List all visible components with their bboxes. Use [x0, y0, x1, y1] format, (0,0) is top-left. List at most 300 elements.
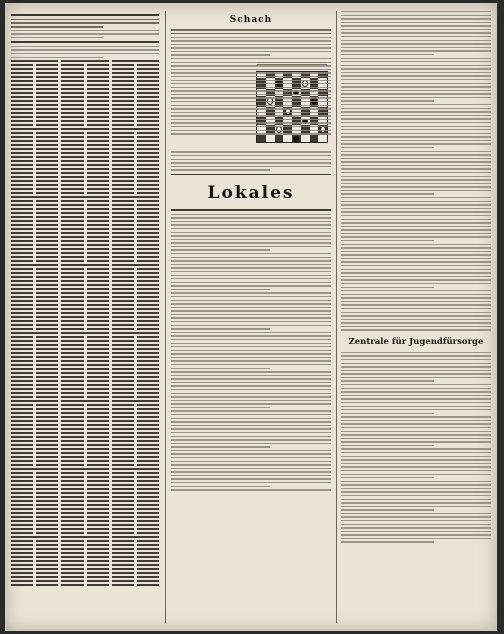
newspaper-page — [5, 3, 497, 631]
text-line — [341, 352, 491, 353]
text-line — [341, 43, 491, 44]
text-line — [171, 224, 331, 225]
rule-line — [11, 14, 159, 16]
text-line — [341, 448, 491, 449]
text-line — [171, 321, 331, 322]
text-line — [341, 133, 491, 134]
text-line — [341, 466, 491, 467]
number-row — [11, 156, 159, 158]
text-line — [171, 69, 331, 70]
chess-square — [292, 135, 301, 142]
text-line — [341, 516, 491, 517]
text-line — [341, 97, 491, 98]
text-line — [341, 395, 491, 396]
number-row — [11, 308, 159, 310]
number-row — [11, 456, 159, 458]
text-line — [171, 112, 331, 113]
text-line — [341, 186, 491, 187]
text-line — [341, 197, 491, 198]
number-row — [11, 328, 159, 330]
text-line — [171, 232, 331, 233]
text-line — [341, 287, 434, 288]
text-line — [341, 47, 491, 48]
text-line — [171, 414, 331, 415]
number-row — [11, 508, 159, 510]
text-line — [341, 502, 491, 503]
text-line — [341, 208, 491, 209]
text-line — [341, 211, 491, 212]
column-left — [11, 11, 159, 623]
number-row — [11, 516, 159, 518]
text-line — [341, 366, 491, 367]
text-line — [341, 513, 491, 514]
column-middle — [171, 11, 331, 623]
section-heading-schach: Schach — [229, 15, 273, 25]
text-line — [341, 470, 491, 471]
text-line — [341, 499, 491, 500]
text-line — [341, 258, 491, 259]
text-line — [171, 464, 331, 465]
number-row — [11, 476, 159, 478]
text-line — [341, 315, 491, 316]
number-row — [11, 200, 159, 202]
text-line — [341, 165, 491, 166]
number-row — [11, 248, 159, 250]
number-row — [11, 372, 159, 374]
text-line — [171, 65, 331, 66]
text-line — [341, 463, 491, 464]
number-row — [11, 264, 159, 266]
text-line — [341, 75, 491, 76]
text-line — [341, 388, 491, 389]
number-row — [11, 212, 159, 214]
number-row — [11, 460, 159, 462]
text-line — [341, 219, 491, 220]
text-line — [341, 168, 491, 169]
number-row — [11, 436, 159, 438]
text-line — [171, 339, 331, 340]
text-line — [341, 104, 491, 105]
number-row — [11, 424, 159, 426]
text-line — [171, 461, 331, 462]
text-line — [171, 282, 331, 283]
number-row — [11, 120, 159, 122]
text-line — [341, 445, 434, 446]
number-row — [11, 88, 159, 90]
chess-notes-text — [171, 151, 331, 170]
number-row — [11, 380, 159, 382]
number-row — [11, 272, 159, 274]
text-line — [341, 398, 491, 399]
text-line — [171, 289, 270, 290]
text-line — [171, 486, 270, 487]
text-line — [171, 72, 331, 73]
number-row — [11, 180, 159, 182]
text-line — [171, 428, 331, 429]
text-line — [341, 158, 491, 159]
text-line — [341, 491, 491, 492]
text-line — [341, 297, 491, 298]
number-row — [11, 208, 159, 210]
number-row — [11, 192, 159, 194]
column-divider — [336, 11, 337, 623]
number-row — [11, 340, 159, 342]
chess-square — [318, 135, 327, 142]
text-line — [341, 541, 434, 542]
number-row — [11, 64, 159, 66]
number-row — [11, 532, 159, 534]
number-row — [11, 500, 159, 502]
number-row — [11, 80, 159, 82]
rule-line — [171, 174, 331, 176]
text-line — [341, 319, 491, 320]
text-line — [341, 236, 491, 237]
text-line — [171, 271, 331, 272]
lottery-header-text — [11, 19, 159, 39]
number-row — [11, 220, 159, 222]
section-heading-lokales: Lokales — [207, 183, 295, 204]
local-news-text — [171, 214, 331, 491]
text-line — [171, 310, 331, 311]
text-line — [341, 90, 491, 91]
text-line — [341, 380, 434, 381]
text-line — [171, 450, 331, 451]
text-line — [341, 18, 491, 19]
number-row — [11, 348, 159, 350]
number-row — [11, 276, 159, 278]
text-line — [341, 172, 491, 173]
text-line — [341, 524, 491, 525]
text-line — [341, 441, 491, 442]
number-row — [11, 584, 159, 586]
text-line — [171, 62, 331, 63]
text-line — [171, 90, 331, 91]
number-row — [11, 72, 159, 74]
text-line — [171, 396, 331, 397]
number-row — [11, 404, 159, 406]
text-line — [171, 436, 331, 437]
text-line — [341, 416, 491, 417]
text-line — [171, 260, 331, 261]
text-line — [171, 432, 331, 433]
number-row — [11, 428, 159, 430]
number-row — [11, 396, 159, 398]
number-row — [11, 300, 159, 302]
text-line — [341, 312, 491, 313]
text-line — [341, 373, 491, 374]
text-line — [171, 257, 331, 258]
text-line — [171, 133, 331, 134]
number-row — [11, 68, 159, 70]
text-line — [341, 251, 491, 252]
text-line — [341, 40, 491, 41]
text-line — [171, 94, 331, 95]
text-line — [341, 459, 491, 460]
text-line — [171, 275, 331, 276]
text-line — [171, 76, 331, 77]
text-line — [171, 446, 270, 447]
text-line — [341, 147, 434, 148]
text-line — [171, 221, 331, 222]
number-row — [11, 292, 159, 294]
text-line — [171, 300, 331, 301]
number-row — [11, 360, 159, 362]
text-line — [341, 247, 491, 248]
number-row — [11, 524, 159, 526]
number-row — [11, 352, 159, 354]
number-row — [11, 452, 159, 454]
text-line — [341, 406, 491, 407]
number-row — [11, 108, 159, 110]
number-row — [11, 488, 159, 490]
text-line — [341, 427, 491, 428]
text-line — [341, 183, 491, 184]
number-row — [11, 168, 159, 170]
lottery-number-list — [11, 60, 159, 586]
text-line — [341, 269, 491, 270]
number-row — [11, 332, 159, 334]
text-line — [341, 244, 491, 245]
text-line — [341, 136, 491, 137]
text-line — [341, 115, 491, 116]
number-row — [11, 148, 159, 150]
text-line — [341, 377, 491, 378]
number-row — [11, 160, 159, 162]
text-line — [341, 294, 491, 295]
number-row — [11, 268, 159, 270]
number-row — [11, 416, 159, 418]
text-line — [341, 201, 491, 202]
number-row — [11, 284, 159, 286]
number-row — [11, 152, 159, 154]
text-line — [341, 538, 491, 539]
text-line — [171, 264, 331, 265]
text-line — [171, 119, 331, 120]
text-line — [341, 391, 491, 392]
article-text-upper — [341, 11, 491, 331]
number-row — [11, 512, 159, 514]
number-row — [11, 112, 159, 114]
number-row — [11, 548, 159, 550]
text-line — [341, 86, 491, 87]
number-row — [11, 232, 159, 234]
text-line — [341, 301, 491, 302]
number-row — [11, 368, 159, 370]
text-line — [341, 204, 491, 205]
number-row — [11, 164, 159, 166]
number-row — [11, 576, 159, 578]
number-row — [11, 132, 159, 134]
text-line — [171, 407, 270, 408]
text-line — [341, 384, 491, 385]
number-row — [11, 552, 159, 554]
text-line — [171, 346, 331, 347]
text-line — [341, 495, 491, 496]
text-line — [341, 261, 491, 262]
text-line — [341, 222, 491, 223]
number-row — [11, 204, 159, 206]
number-row — [11, 296, 159, 298]
text-line — [341, 83, 491, 84]
number-row — [11, 188, 159, 190]
text-line — [171, 278, 331, 279]
text-line — [171, 375, 331, 376]
text-line — [171, 425, 331, 426]
number-row — [11, 136, 159, 138]
text-line — [341, 122, 491, 123]
text-line — [171, 83, 331, 84]
number-row — [11, 520, 159, 522]
text-line — [171, 303, 331, 304]
text-line — [341, 190, 491, 191]
number-row — [11, 140, 159, 142]
text-line — [341, 279, 491, 280]
text-line — [171, 325, 331, 326]
number-row — [11, 544, 159, 546]
text-line — [341, 100, 434, 101]
text-line — [341, 15, 491, 16]
text-line — [341, 32, 491, 33]
text-line — [341, 520, 491, 521]
text-line — [341, 118, 491, 119]
text-line — [341, 240, 434, 241]
text-line — [171, 382, 331, 383]
text-line — [341, 265, 491, 266]
number-row — [11, 384, 159, 386]
text-line — [341, 58, 491, 59]
number-row — [11, 412, 159, 414]
number-row — [11, 316, 159, 318]
number-row — [11, 336, 159, 338]
text-line — [171, 267, 331, 268]
number-row — [11, 484, 159, 486]
number-row — [11, 116, 159, 118]
text-line — [341, 161, 491, 162]
number-row — [11, 468, 159, 470]
number-row — [11, 464, 159, 466]
text-line — [341, 402, 491, 403]
text-line — [171, 418, 331, 419]
number-row — [11, 376, 159, 378]
number-row — [11, 92, 159, 94]
lottery-intro-text — [11, 46, 159, 58]
text-line — [171, 439, 331, 440]
text-line — [171, 489, 331, 490]
column-divider — [165, 11, 166, 623]
text-line — [171, 87, 331, 88]
number-row — [11, 568, 159, 570]
text-line — [171, 475, 331, 476]
text-line — [171, 353, 331, 354]
number-row — [11, 572, 159, 574]
number-row — [11, 440, 159, 442]
number-row — [11, 244, 159, 246]
text-line — [171, 400, 331, 401]
number-row — [11, 408, 159, 410]
number-row — [11, 128, 159, 130]
text-line — [341, 129, 491, 130]
text-line — [171, 235, 331, 236]
text-line — [171, 443, 331, 444]
text-line — [341, 72, 491, 73]
text-line — [171, 335, 331, 336]
text-line — [171, 385, 331, 386]
text-line — [341, 25, 491, 26]
text-line — [171, 403, 331, 404]
number-row — [11, 228, 159, 230]
number-row — [11, 536, 159, 538]
rule-line — [171, 209, 331, 211]
text-line — [341, 329, 491, 330]
number-row — [11, 564, 159, 566]
text-line — [341, 126, 491, 127]
text-line — [171, 421, 331, 422]
text-line — [171, 122, 331, 123]
text-line — [171, 360, 331, 361]
number-row — [11, 392, 159, 394]
text-line — [341, 36, 491, 37]
article-text-lower — [341, 352, 491, 543]
text-line — [341, 276, 491, 277]
text-line — [341, 484, 491, 485]
text-line — [341, 409, 491, 410]
number-row — [11, 388, 159, 390]
text-line — [171, 468, 331, 469]
text-line — [341, 359, 491, 360]
text-line — [341, 215, 491, 216]
text-line — [341, 11, 491, 12]
text-line — [341, 322, 491, 323]
number-row — [11, 60, 159, 62]
text-line — [171, 228, 331, 229]
number-row — [11, 256, 159, 258]
chess-square — [275, 135, 284, 142]
number-row — [11, 224, 159, 226]
text-line — [341, 308, 491, 309]
number-row — [11, 480, 159, 482]
text-line — [171, 214, 331, 215]
text-line — [341, 452, 491, 453]
chess-square — [266, 135, 275, 142]
text-line — [171, 249, 270, 250]
number-row — [11, 528, 159, 530]
text-line — [341, 140, 491, 141]
text-line — [341, 111, 491, 112]
text-line — [341, 509, 434, 510]
number-row — [11, 124, 159, 126]
text-line — [341, 431, 491, 432]
number-row — [11, 96, 159, 98]
number-row — [11, 172, 159, 174]
number-row — [11, 240, 159, 242]
number-row — [11, 100, 159, 102]
text-line — [341, 93, 491, 94]
text-line — [341, 79, 491, 80]
number-row — [11, 76, 159, 78]
chess-piece — [293, 136, 299, 141]
text-line — [171, 328, 270, 329]
text-line — [341, 534, 491, 535]
text-line — [341, 527, 491, 528]
text-line — [341, 413, 434, 414]
number-row — [11, 364, 159, 366]
number-row — [11, 556, 159, 558]
number-row — [11, 324, 159, 326]
number-row — [11, 260, 159, 262]
text-line — [171, 130, 331, 131]
number-row — [11, 196, 159, 198]
number-row — [11, 252, 159, 254]
